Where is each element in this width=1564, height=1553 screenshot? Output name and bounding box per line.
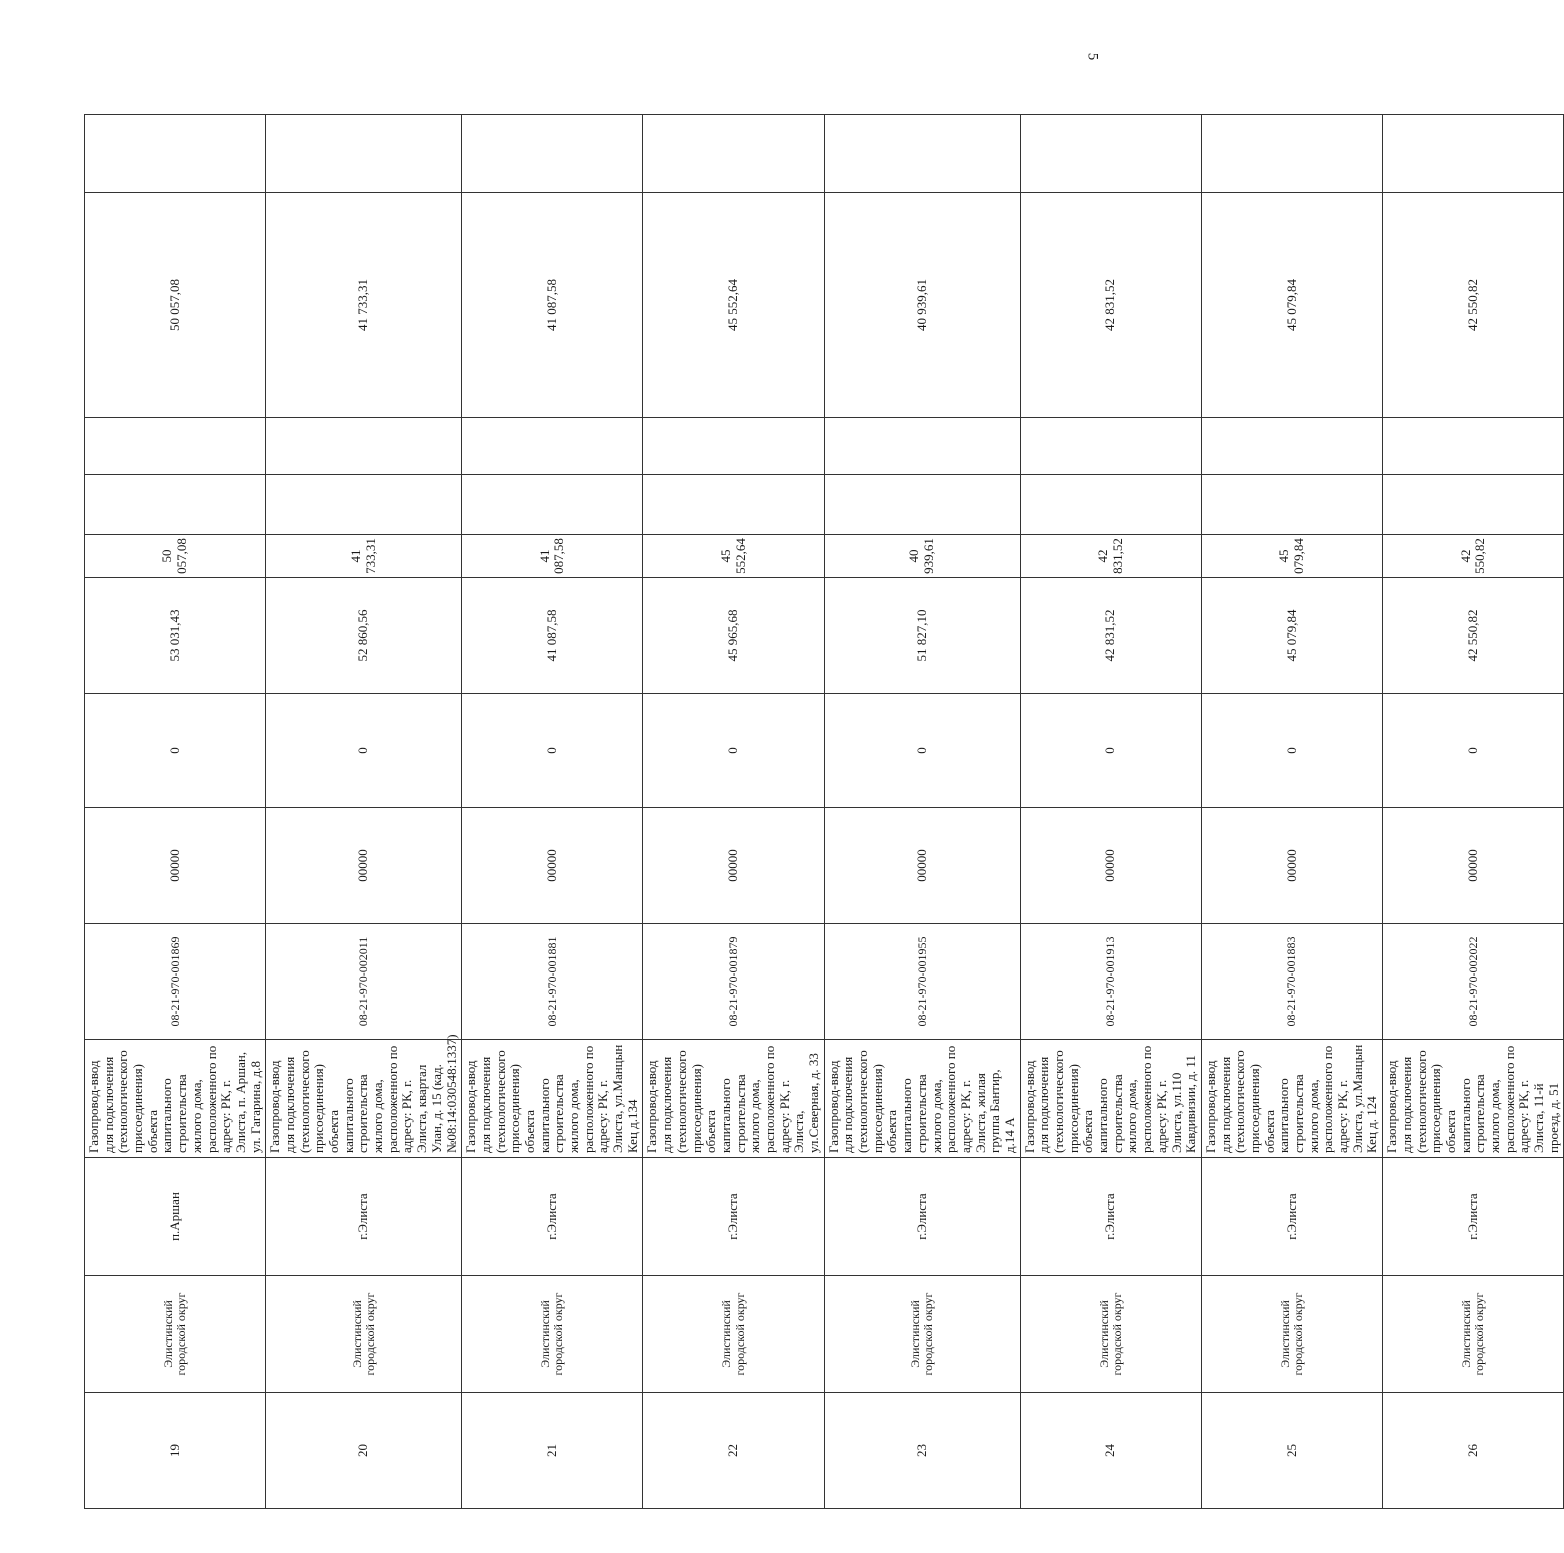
value-cell-4 bbox=[266, 475, 462, 535]
settlement-cell: г.Элиста bbox=[266, 1158, 462, 1276]
total-cell: 45 552,64 bbox=[643, 193, 824, 418]
num-cell: 19 bbox=[85, 1393, 266, 1509]
total-cell: 45 079,84 bbox=[1201, 193, 1382, 418]
code-cell: 00000 bbox=[824, 808, 1020, 924]
description-cell: Газопровод-ввод для подключения (технологического присоединения) объекта капитального строительства жилого дома, расположенного по адресу: РК, г. Элиста, п. Аршан, ул. Гагарина, д.8 bbox=[85, 1040, 266, 1158]
value-cell-3: 42 550,82 bbox=[1383, 535, 1564, 578]
value-cell-5 bbox=[1020, 418, 1201, 475]
value-cell-5 bbox=[1383, 418, 1564, 475]
blank-cell bbox=[824, 115, 1020, 193]
code-cell: 00000 bbox=[266, 808, 462, 924]
code-cell: 00000 bbox=[462, 808, 643, 924]
value-cell-1: 0 bbox=[266, 694, 462, 808]
contract-number-cell: 08-21-970-001879 bbox=[643, 924, 824, 1040]
district-cell: Элистинский городской округ bbox=[824, 1276, 1020, 1393]
table-row bbox=[824, 0, 1020, 1509]
value-cell-4 bbox=[85, 475, 266, 535]
description-cell: Газопровод-ввод для подключения (технологического присоединения) объекта капитального строительства жилого дома, расположенного по адресу: РК, г. Элиста, ул.Манцын Кец д.134 bbox=[462, 1040, 643, 1158]
value-cell-3: 50 057,08 bbox=[85, 535, 266, 578]
contract-number-cell: 08-21-970-001883 bbox=[1201, 924, 1382, 1040]
value-cell-4 bbox=[1201, 475, 1382, 535]
blank-cell bbox=[266, 115, 462, 193]
value-cell-4 bbox=[1383, 475, 1564, 535]
value-cell-2: 51 827,10 bbox=[824, 578, 1020, 694]
data-table bbox=[84, 0, 1564, 1509]
contract-number-cell: 08-21-970-001913 bbox=[1020, 924, 1201, 1040]
value-cell-1: 0 bbox=[462, 694, 643, 808]
value-cell-5 bbox=[1201, 418, 1382, 475]
settlement-cell: г.Элиста bbox=[462, 1158, 643, 1276]
value-cell-3: 42 831,52 bbox=[1020, 535, 1201, 578]
table-row bbox=[643, 0, 824, 1509]
district-cell: Элистинский городской округ bbox=[643, 1276, 824, 1393]
district-cell: Элистинский городской округ bbox=[1020, 1276, 1201, 1393]
value-cell-4 bbox=[643, 475, 824, 535]
table-row bbox=[462, 0, 643, 1509]
value-cell-1: 0 bbox=[1383, 694, 1564, 808]
contract-number-cell: 08-21-970-002011 bbox=[266, 924, 462, 1040]
blank-cell bbox=[85, 115, 266, 193]
code-cell: 00000 bbox=[643, 808, 824, 924]
rotated-table-container bbox=[84, 34, 1561, 1509]
contract-number-cell: 08-21-970-001869 bbox=[85, 924, 266, 1040]
value-cell-1: 0 bbox=[824, 694, 1020, 808]
value-cell-3: 45 079,84 bbox=[1201, 535, 1382, 578]
contract-number-cell: 08-21-970-002022 bbox=[1383, 924, 1564, 1040]
value-cell-5 bbox=[824, 418, 1020, 475]
description-cell: Газопровод-ввод для подключения (технологического присоединения) объекта капитального строительства жилого дома, расположенного по адресу: РК, г. Элиста, квартал Улан, д. 15 (кад. №08:14:030548:1337) bbox=[266, 1040, 462, 1158]
settlement-cell: г.Элиста bbox=[643, 1158, 824, 1276]
blank-cell bbox=[1020, 115, 1201, 193]
total-cell: 50 057,08 bbox=[85, 193, 266, 418]
value-cell-2: 41 087,58 bbox=[462, 578, 643, 694]
settlement-cell: г.Элиста bbox=[1383, 1158, 1564, 1276]
value-cell-2: 45 079,84 bbox=[1201, 578, 1382, 694]
blank-cell bbox=[1201, 115, 1382, 193]
contract-number-cell: 08-21-970-001955 bbox=[824, 924, 1020, 1040]
code-cell: 00000 bbox=[1201, 808, 1382, 924]
total-cell: 42 550,82 bbox=[1383, 193, 1564, 418]
table-row bbox=[266, 0, 462, 1509]
code-cell: 00000 bbox=[1020, 808, 1201, 924]
value-cell-5 bbox=[643, 418, 824, 475]
table-row bbox=[1020, 0, 1201, 1509]
blank-cell bbox=[1383, 115, 1564, 193]
total-cell: 40 939,61 bbox=[824, 193, 1020, 418]
description-cell: Газопровод-ввод для подключения (технологического присоединения) объекта капитального строительства жилого дома, расположенного по адресу: РК, г. Элиста, жилая группа Бантир, д.14 А bbox=[824, 1040, 1020, 1158]
value-cell-5 bbox=[85, 418, 266, 475]
settlement-cell: г.Элиста bbox=[1020, 1158, 1201, 1276]
total-cell: 41 087,58 bbox=[462, 193, 643, 418]
blank-cell bbox=[643, 115, 824, 193]
table-row bbox=[85, 0, 266, 1509]
district-cell: Элистинский городской округ bbox=[462, 1276, 643, 1393]
value-cell-1: 0 bbox=[1020, 694, 1201, 808]
value-cell-4 bbox=[1020, 475, 1201, 535]
value-cell-1: 0 bbox=[1201, 694, 1382, 808]
total-cell: 42 831,52 bbox=[1020, 193, 1201, 418]
value-cell-2: 42 550,82 bbox=[1383, 578, 1564, 694]
code-cell: 00000 bbox=[1383, 808, 1564, 924]
value-cell-4 bbox=[824, 475, 1020, 535]
value-cell-4 bbox=[462, 475, 643, 535]
description-cell: Газопровод-ввод для подключения (технологического присоединения) объекта капитального строительства жилого дома, расположенного по адресу: РК, г. Элиста, ул.Северная, д. 33 bbox=[643, 1040, 824, 1158]
value-cell-3: 41 087,58 bbox=[462, 535, 643, 578]
value-cell-3: 40 939,61 bbox=[824, 535, 1020, 578]
table-row bbox=[1383, 0, 1564, 1509]
value-cell-2: 53 031,43 bbox=[85, 578, 266, 694]
value-cell-5 bbox=[266, 418, 462, 475]
num-cell: 23 bbox=[824, 1393, 1020, 1509]
contract-number-cell: 08-21-970-001881 bbox=[462, 924, 643, 1040]
settlement-cell: г.Элиста bbox=[824, 1158, 1020, 1276]
code-cell: 00000 bbox=[85, 808, 266, 924]
description-cell: Газопровод-ввод для подключения (технологического присоединения) объекта капитального строительства жилого дома, расположенного по адресу: РК, г. Элиста, ул.Манцын Кец д. 124 bbox=[1201, 1040, 1382, 1158]
total-cell: 41 733,31 bbox=[266, 193, 462, 418]
table-row bbox=[1201, 0, 1382, 1509]
num-cell: 21 bbox=[462, 1393, 643, 1509]
num-cell: 20 bbox=[266, 1393, 462, 1509]
value-cell-3: 41 733,31 bbox=[266, 535, 462, 578]
description-cell: Газопровод-ввод для подключения (технологического присоединения) объекта капитального строительства жилого дома, расположенного по адресу: РК, г. Элиста, ул.110 Кавдивизии, д. 11 bbox=[1020, 1040, 1201, 1158]
value-cell-3: 45 552,64 bbox=[643, 535, 824, 578]
district-cell: Элистинский городской округ bbox=[85, 1276, 266, 1393]
value-cell-1: 0 bbox=[85, 694, 266, 808]
num-cell: 24 bbox=[1020, 1393, 1201, 1509]
page-number: 5 bbox=[1084, 52, 1101, 61]
district-cell: Элистинский городской округ bbox=[1383, 1276, 1564, 1393]
value-cell-5 bbox=[462, 418, 643, 475]
blank-cell bbox=[462, 115, 643, 193]
value-cell-2: 52 860,56 bbox=[266, 578, 462, 694]
value-cell-2: 42 831,52 bbox=[1020, 578, 1201, 694]
num-cell: 25 bbox=[1201, 1393, 1382, 1509]
description-cell: Газопровод-ввод для подключения (технологического присоединения) объекта капитального строительства жилого дома, расположенного по адресу: РК, г. Элиста, 11-й проезд, д. 51 bbox=[1383, 1040, 1564, 1158]
num-cell: 22 bbox=[643, 1393, 824, 1509]
district-cell: Элистинский городской округ bbox=[1201, 1276, 1382, 1393]
district-cell: Элистинский городской округ bbox=[266, 1276, 462, 1393]
settlement-cell: г.Элиста bbox=[1201, 1158, 1382, 1276]
value-cell-2: 45 965,68 bbox=[643, 578, 824, 694]
num-cell: 26 bbox=[1383, 1393, 1564, 1509]
settlement-cell: п.Аршан bbox=[85, 1158, 266, 1276]
value-cell-1: 0 bbox=[643, 694, 824, 808]
